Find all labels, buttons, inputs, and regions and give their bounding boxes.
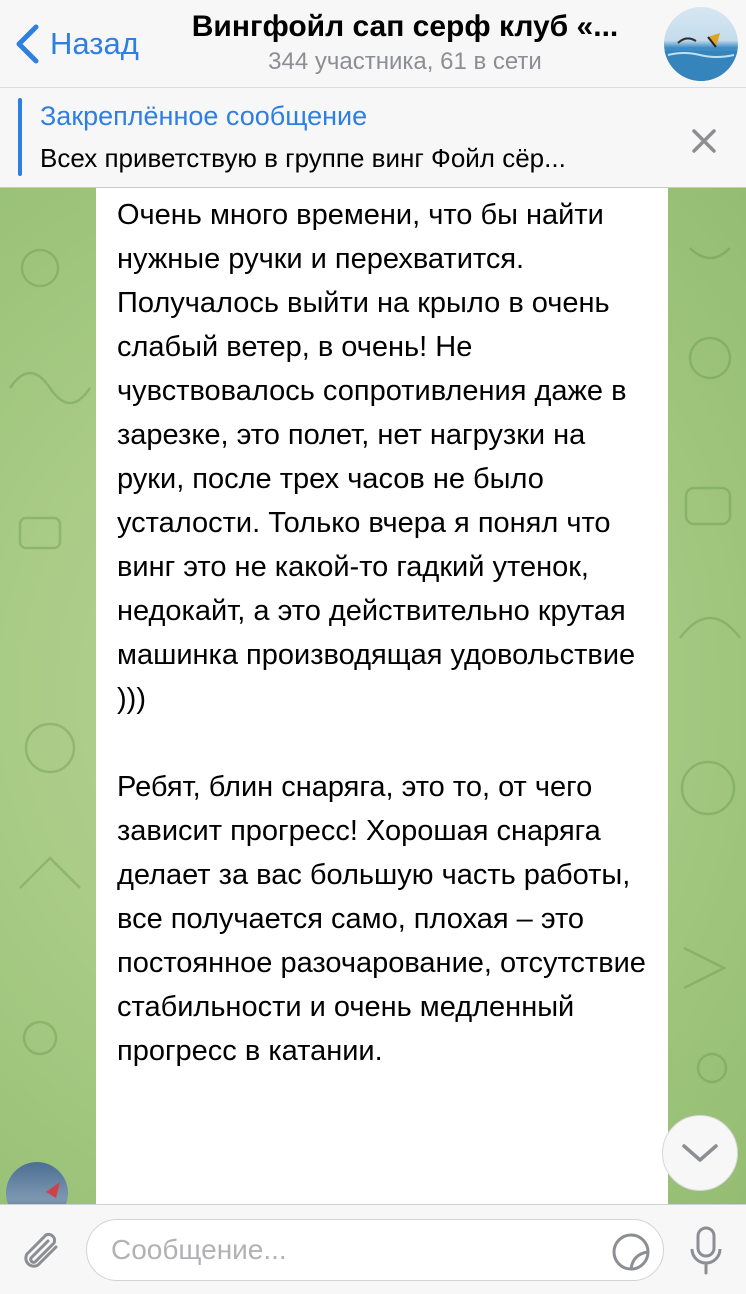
paperclip-icon[interactable] xyxy=(20,1227,64,1275)
chat-title-area[interactable] xyxy=(160,10,650,76)
message-text xyxy=(117,193,657,1117)
close-icon[interactable] xyxy=(686,123,722,159)
back-label: Назад xyxy=(50,26,139,61)
message-input[interactable] xyxy=(111,1220,601,1280)
back-button[interactable] xyxy=(14,22,139,66)
chevron-down-icon xyxy=(680,1141,720,1165)
pinned-text: Всех приветствую в группе винг Фойл сёр... xyxy=(40,143,566,173)
pinned-title: Закреплённое сообщение xyxy=(40,101,368,131)
pinned-message-bar[interactable] xyxy=(0,87,746,188)
sticker-icon[interactable] xyxy=(611,1232,651,1272)
message-input-box[interactable] xyxy=(86,1219,664,1281)
message-paragraph: Очень много времени, что бы найти нужные ручки и перехватится. Получалось выйти на крыло в очень слабый ветер, в очень! Не чувствовалось сопротивления даже в зарезке, это полет, нет нагрузки на руки, после трех часов не было усталости. Только вчера я понял что винг это не какой-то гадкий утенок, недокайт, а это действительно крутая машинка производящая удовольствие ))) xyxy=(117,199,636,715)
chat-header xyxy=(0,0,746,87)
chat-area[interactable] xyxy=(0,188,746,1204)
chevron-left-icon xyxy=(14,24,40,64)
message-paragraph: Ребят, блин снаряга, это то, от чего зависит прогресс! Хорошая снаряга делает за вас большую часть работы, все получается само, плохая – это постоянное разочарование, отсутствие стабильности и очень медленный прогресс в катании. xyxy=(117,771,646,1067)
scroll-down-button[interactable] xyxy=(662,1115,738,1191)
sender-avatar[interactable] xyxy=(6,1162,68,1204)
group-avatar[interactable] xyxy=(664,7,738,81)
message-composer xyxy=(0,1204,746,1294)
microphone-icon[interactable] xyxy=(688,1225,724,1277)
chat-title: Вингфойл сап серф клуб «... xyxy=(191,10,619,43)
pinned-accent-bar xyxy=(18,98,22,176)
chat-subtitle: 344 участника, 61 в сети xyxy=(268,48,542,75)
